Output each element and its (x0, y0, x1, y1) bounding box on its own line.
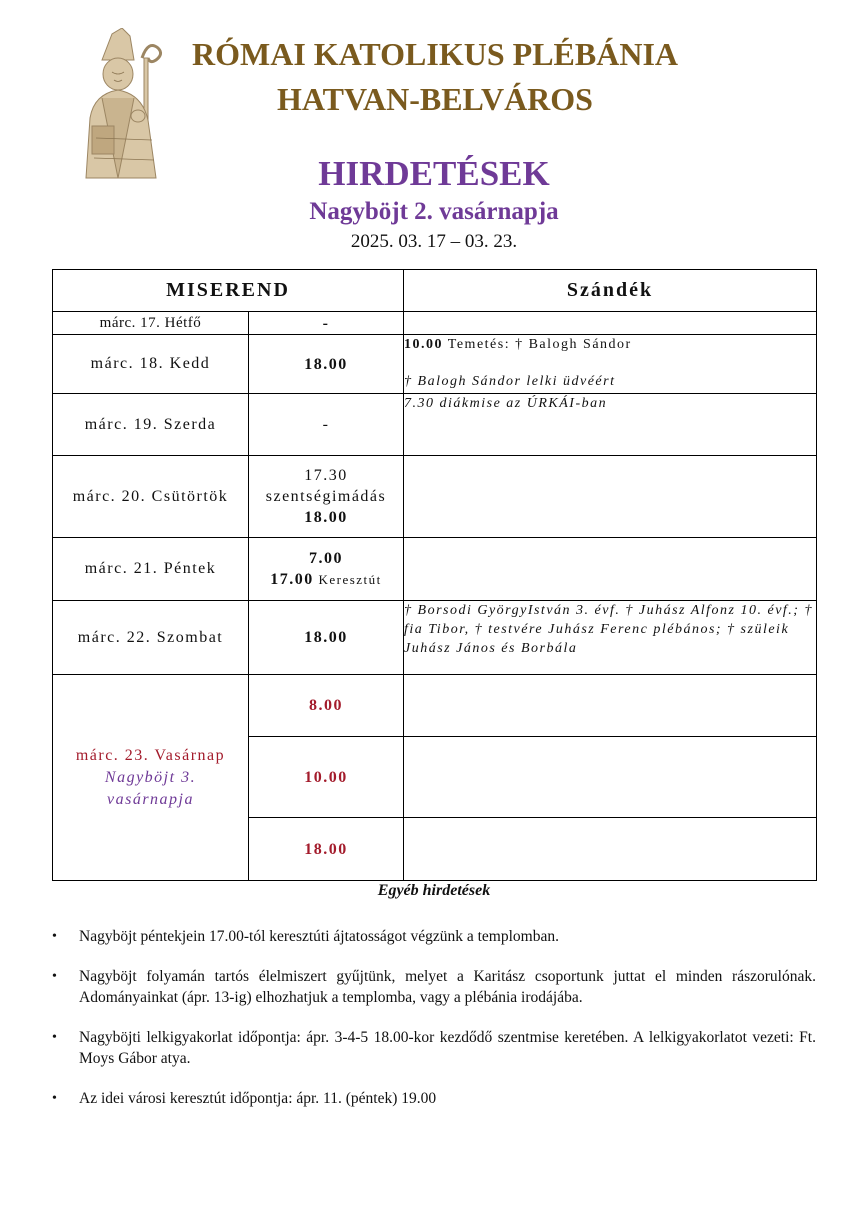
intent-cell (404, 335, 817, 394)
time-cell: 18.00 (249, 335, 404, 394)
list-item: • Nagyböjt péntekjein 17.00-tól keresztúti ájtatosságot végzünk a templomban. (52, 926, 816, 947)
sunday-time-cell: 10.00 (249, 737, 404, 818)
intent-cell (404, 456, 817, 538)
intent-cell (404, 538, 817, 601)
date-range: 2025. 03. 17 – 03. 23. (350, 231, 518, 252)
header-intent: Szándék (404, 270, 817, 312)
intent-cell (404, 737, 817, 818)
list-item: • Nagyböjti lelkigyakorlat időpontja: ápr. 3-4-5 18.00-kor kezdődő szentmise keretében. A lelkigyakorlatot vezeti: Ft. Moys Gábor atya. (52, 1027, 816, 1069)
time-line (249, 569, 403, 590)
time-cell (249, 456, 404, 538)
liturgical-subtitle: Nagyböjt 2. vasárnapja (309, 198, 559, 225)
sunday-time-cell: 18.00 (249, 818, 404, 881)
sunday-day-cell (53, 675, 249, 881)
page-title: HIRDETÉSEK (318, 154, 550, 193)
day-cell: márc. 17. Hétfő (53, 312, 249, 335)
other-announcements-title: Egyéb hirdetések (377, 882, 491, 899)
intent-cell (404, 818, 817, 881)
table-row (53, 312, 817, 335)
table-row (53, 394, 817, 456)
announcement-list (52, 910, 816, 1109)
table-row (53, 538, 817, 601)
list-item: • Az idei városi keresztút időpontja: ápr. 11. (péntek) 19.00 (52, 1088, 816, 1109)
intent-cell (404, 675, 817, 737)
intent-time: 10.00 (404, 337, 444, 352)
day-cell: márc. 18. Kedd (53, 335, 249, 394)
table-row (53, 601, 817, 675)
table-header-row (53, 270, 817, 312)
list-item: • Nagyböjt folyamán tartós élelmiszert gyűjtünk, melyet a Karitász csoportunk juttat el minden rászorulónak. Adományainkat (ápr. 13-ig) elhozhatjuk a templomba, vagy a plébánia irodájába. (52, 966, 816, 1008)
table-row (53, 675, 817, 737)
sunday-day-label: márc. 23. Vasárnap (75, 746, 226, 764)
day-cell: márc. 19. Szerda (53, 394, 249, 456)
time-cell: - (249, 394, 404, 456)
time-line: 18.00 (304, 509, 348, 526)
time-cell: 18.00 (249, 601, 404, 675)
intent-line: † Balogh Sándor lelki üdvéért (404, 374, 616, 389)
sunday-feast-line1: Nagyböjt 3. (104, 768, 197, 786)
sunday-feast-line2: vasárnapja (107, 790, 194, 808)
day-cell: márc. 22. Szombat (53, 601, 249, 675)
table-row (53, 456, 817, 538)
time-line: szentségimádás (265, 488, 387, 505)
table-row (53, 335, 817, 394)
intent-cell (404, 312, 817, 335)
parish-name-line1: RÓMAI KATOLIKUS PLÉBÁNIA (192, 36, 678, 72)
time-line: 17.30 (304, 467, 348, 484)
time-cell (249, 538, 404, 601)
header-schedule: MISEREND (53, 270, 404, 312)
intent-cell: 7.30 diákmise az ÚRKÁI-ban (404, 394, 817, 456)
sunday-time-cell: 8.00 (249, 675, 404, 737)
intent-text: Temetés: † Balogh Sándor (443, 337, 632, 352)
time-line: 7.00 (309, 550, 343, 567)
time-cell: - (249, 312, 404, 335)
day-cell: márc. 21. Péntek (53, 538, 249, 601)
time-label: Keresztút (313, 572, 382, 587)
intent-cell: † Borsodi GyörgyIstván 3. évf. † Juhász Alfonz 10. évf.; † fia Tibor, † testvére Juhász Ferenc plébános; † szüleik Juhász János és Borbála (404, 601, 817, 675)
mass-schedule-table (52, 269, 817, 881)
intent-line (404, 335, 816, 354)
day-cell: márc. 20. Csütörtök (53, 456, 249, 538)
parish-name-line2: HATVAN-BELVÁROS (277, 81, 593, 117)
time-bold: 17.00 (270, 571, 314, 588)
